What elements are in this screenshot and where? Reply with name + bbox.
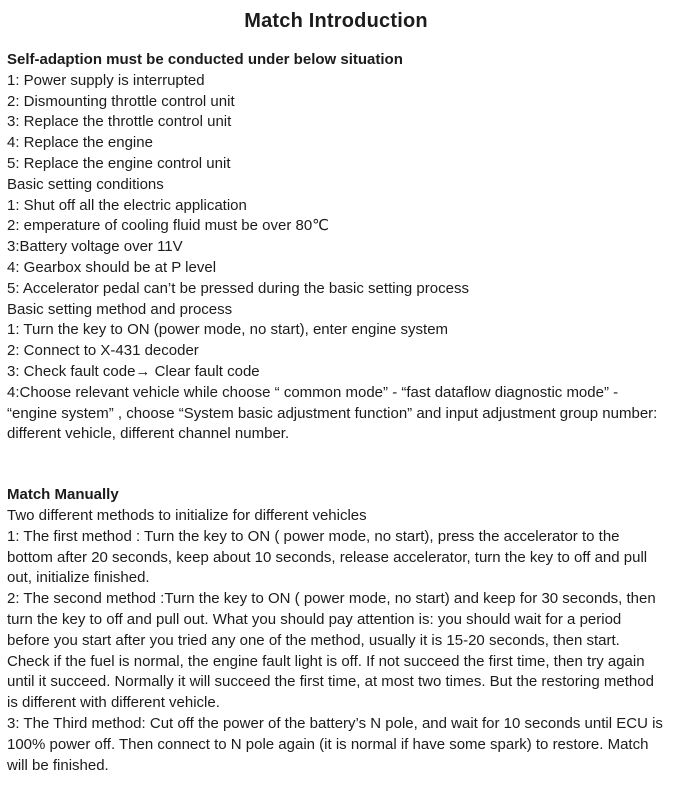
text-line: 3: Check fault code→ Clear fault code — [7, 362, 260, 380]
text-line: 1: Shut off all the electric application — [7, 196, 247, 214]
text-line: 1: Power supply is interrupted — [7, 71, 205, 89]
section-heading: Self-adaption must be conducted under below situation — [7, 51, 403, 68]
text-line: 1: The first method : Turn the key to ON ( power mode, no start), press the accelerator to the bottom after 20 seconds, keep about 10 seconds, release accelerator, turn the key to off and pull out, initialize finished. — [7, 527, 648, 587]
document-body — [7, 50, 665, 776]
text-line: 3: The Third method: Cut off the power of the battery’s N pole, and wait for 10 seconds until ECU is 100% power off. Then connect to N pole again (it is normal if have some spark) to restore. Match will be finished. — [7, 714, 663, 774]
text-line: 3: Replace the throttle control unit — [7, 113, 232, 131]
text-line: 2: emperature of cooling fluid must be over 80℃ — [7, 217, 330, 235]
text-line: Two different methods to initialize for different vehicles — [7, 506, 367, 524]
text-line: 4:Choose relevant vehicle while choose “ common mode” - “fast dataflow diagnostic mode” - “engine system” , choose “System basic adjustment function” and input adjustment group number: different vehicle, different channel number. — [7, 383, 658, 443]
text-line: 3:Battery voltage over 11V — [7, 238, 183, 256]
text-line: 2: The second method :Turn the key to ON ( power mode, no start) and keep for 30 seconds, then turn the key to off and pull out. What you should pay attention is: you should wait for a period before you start after you tried any one of the method, usually it is 15-20 seconds, then start. Check if the fuel is normal, the engine fault light is off. If not succeed the first time, then try again until it succeed. Normally it will succeed the first time, at most two times. But the restoring method is different with different vehicle. — [7, 590, 656, 712]
text-line: 5: Accelerator pedal can’t be pressed during the basic setting process — [7, 279, 469, 297]
text-line: Basic setting conditions — [7, 175, 164, 193]
text-line: Basic setting method and process — [7, 300, 233, 318]
text-line: 4: Gearbox should be at P level — [7, 258, 217, 276]
page-title: Match Introduction — [244, 10, 428, 32]
section-heading: Match Manually — [7, 486, 119, 504]
text-line: 1: Turn the key to ON (power mode, no start), enter engine system — [7, 321, 449, 339]
text-line: 2: Connect to X-431 decoder — [7, 342, 199, 360]
text-line: 4: Replace the engine — [7, 134, 153, 152]
text-line: 5: Replace the engine control unit — [7, 154, 231, 172]
text-line: 2: Dismounting throttle control unit — [7, 92, 235, 110]
